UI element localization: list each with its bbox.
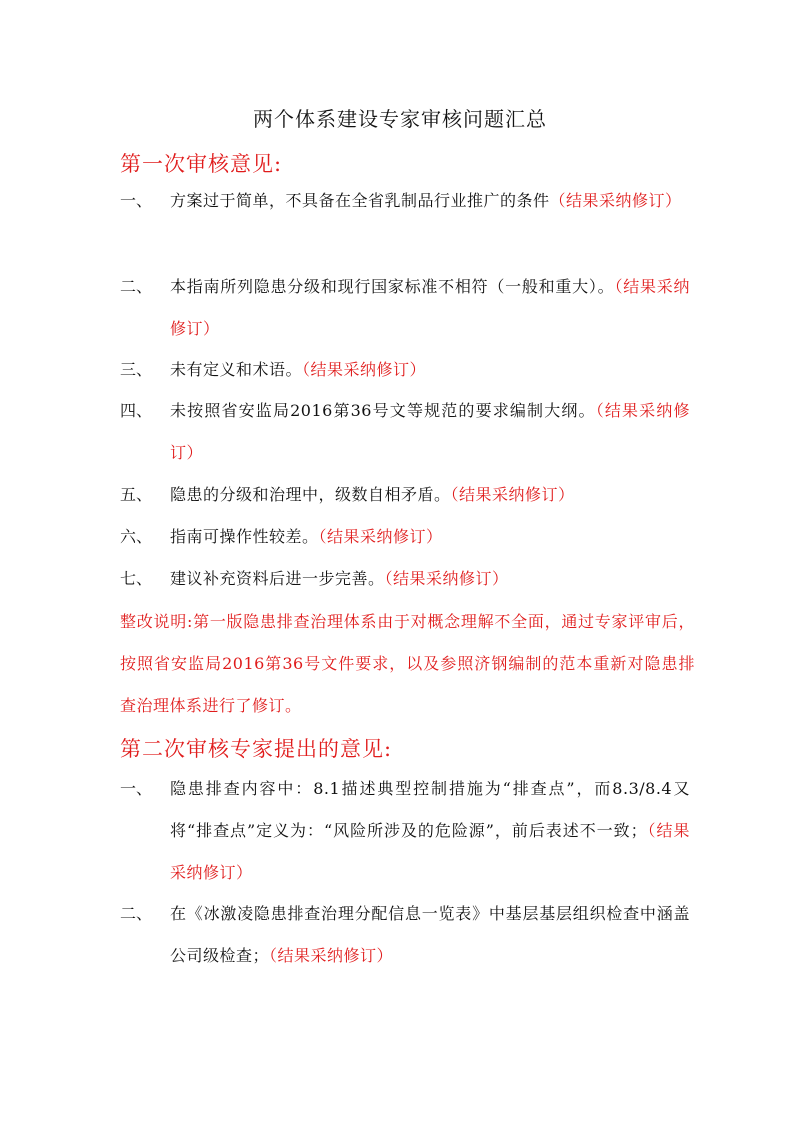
item-text: 未按照省安监局2016第36号文等规范的要求编制大纲。 — [170, 401, 596, 420]
item-text: 未有定义和术语。 — [170, 360, 303, 379]
section2-heading: 第二次审核专家提出的意见: — [120, 737, 393, 761]
section1-item-3 — [120, 349, 690, 391]
section1-item-6 — [120, 516, 690, 558]
item-result: （结果采纳修订） — [384, 569, 509, 588]
item-text: 在《冰激凌隐患排查治理分配信息一览表》中基层基层组织检查中涵盖公司级检查； — [170, 904, 690, 965]
item-number: 一、 — [120, 191, 153, 210]
item-number: 五、 — [120, 485, 153, 504]
item-text: 方案过于简单，不具备在全省乳制品行业推广的条件 — [170, 191, 550, 210]
item-result: （结果采纳修订） — [170, 401, 690, 462]
item-text: 指南可操作性较差。 — [170, 527, 319, 546]
item-result: （结果采纳修订） — [318, 527, 443, 546]
item-result: （结果采纳修订） — [549, 191, 682, 210]
item-text: 本指南所列隐患分级和现行国家标准不相符（一般和重大）。 — [170, 277, 615, 296]
section1-item-1 — [120, 180, 690, 222]
section2-item-2 — [120, 893, 690, 977]
item-number: 三、 — [120, 360, 153, 379]
item-number: 一、 — [120, 779, 153, 798]
item-text: 建议补充资料后进一步完善。 — [170, 569, 385, 588]
item-number: 四、 — [120, 401, 153, 420]
revision-note: 整改说明:第一版隐患排查治理体系由于对概念理解不全面，通过专家评审后，按照省安监局2016第36号文件要求，以及参照济钢编制的范本重新对隐患排查治理体系进行了修订。 — [120, 612, 695, 715]
item-result: （结果采纳修订） — [170, 821, 690, 882]
item-number: 七、 — [120, 569, 153, 588]
item-text: 隐患的分级和治理中，级数自相矛盾。 — [170, 485, 451, 504]
section1-item-2 — [120, 266, 690, 350]
document-title: 两个体系建设专家审核问题汇总 — [253, 107, 547, 131]
item-result: （结果采纳修订） — [269, 946, 394, 965]
item-result: （结果采纳修订） — [450, 485, 575, 504]
section1-heading: 第一次审核意见: — [120, 152, 283, 176]
item-result: （结果采纳修订） — [302, 360, 427, 379]
item-number: 六、 — [120, 527, 153, 546]
section1-item-5 — [120, 474, 690, 516]
item-number: 二、 — [120, 904, 153, 923]
section2-item-1 — [120, 768, 690, 894]
item-text: 隐患排查内容中：8.1描述典型控制措施为“排查点”，而8.3/8.4又将“排查点”定义为：“风险所涉及的危险源”，前后表述不一致； — [170, 779, 690, 840]
item-result: （结果采纳修订） — [170, 277, 690, 338]
section1-item-7 — [120, 558, 690, 600]
item-number: 二、 — [120, 277, 153, 296]
section1-item-4 — [120, 390, 690, 474]
